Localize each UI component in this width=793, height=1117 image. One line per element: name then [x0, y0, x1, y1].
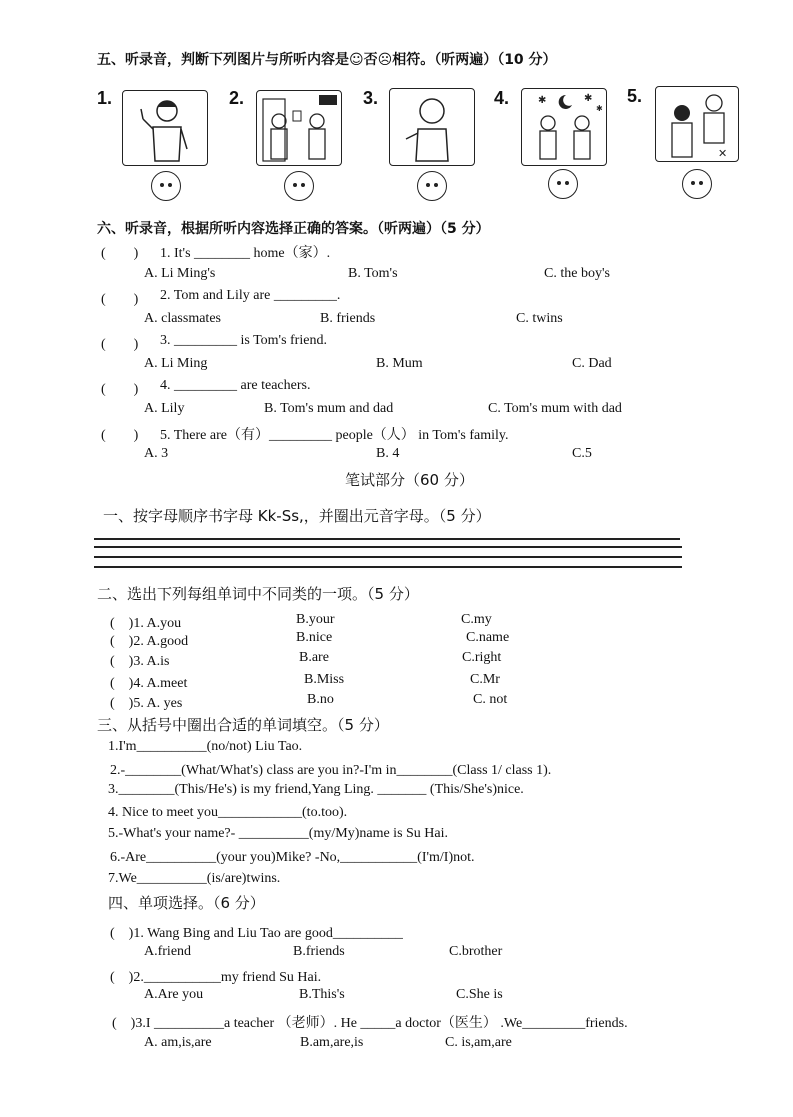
p4-q1-option-b: B.friends: [293, 944, 345, 959]
q1-option-b: B. Tom's: [348, 266, 398, 281]
answer-face-3[interactable]: [417, 171, 447, 201]
p2-row-4-b: B.Miss: [304, 672, 345, 687]
item-number-2: 2.: [229, 88, 245, 108]
svg-text:✱: ✱: [538, 95, 547, 106]
part-3-title: 三、从括号中圈出合适的单词填空。（5 分）: [97, 716, 389, 734]
section-5-title: 五、听录音，判断下列图片与所听内容是☺否☹相符。（听两遍）（10 分）: [97, 52, 557, 68]
p3-line-6: 6.-Are__________(your you)Mike? -No,___________(I'm/I)not.: [110, 850, 475, 865]
p2-row-1-c: C.my: [461, 612, 492, 627]
p4-question-3: ( )3.I __________a teacher （老师）. He _____a doctor（医生） .We_________friends.: [112, 1016, 628, 1031]
p3-line-1: 1.I'm__________(no/not) Liu Tao.: [108, 739, 303, 754]
q2-option-c: C. twins: [516, 311, 563, 326]
answer-face-4[interactable]: [548, 169, 578, 199]
p2-row-1-b: B.your: [296, 612, 335, 627]
p4-q2-option-c: C.She is: [456, 987, 503, 1002]
item-number-1: 1.: [97, 88, 113, 108]
q3-option-a: A. Li Ming: [144, 356, 208, 371]
question-4: 4. _________ are teachers.: [160, 378, 311, 393]
answer-paren-2[interactable]: ( ): [101, 292, 139, 307]
p4-question-2: ( )2.___________my friend Su Hai.: [110, 970, 322, 985]
part-2-title: 二、选出下列每组单词中不同类的一项。（5 分）: [97, 585, 419, 603]
svg-text:✕: ✕: [718, 148, 728, 160]
question-1: 1. It's ________ home（家）.: [160, 246, 331, 261]
p4-q1-option-c: C.brother: [449, 944, 503, 959]
answer-face-2[interactable]: [284, 171, 314, 201]
p3-line-5: 5.-What's your name?- __________(my/My)name is Su Hai.: [108, 826, 449, 841]
p3-line-3: 3.________(This/He's) is my friend,Yang Ling. _______ (This/She's)nice.: [108, 782, 524, 797]
answer-face-1[interactable]: [151, 171, 181, 201]
answer-paren-4[interactable]: ( ): [101, 382, 139, 397]
p4-q3-option-a: A. am,is,are: [144, 1035, 212, 1050]
q1-option-a: A. Li Ming's: [144, 266, 216, 281]
answer-paren-3[interactable]: ( ): [101, 337, 139, 352]
answer-paren-1[interactable]: ( ): [101, 246, 139, 261]
q4-option-a: A. Lily: [144, 401, 185, 416]
picture-boy-and-man: [655, 86, 739, 162]
picture-night-kids: [521, 88, 607, 166]
p3-line-7: 7.We__________(is/are)twins.: [108, 871, 281, 886]
q3-option-b: B. Mum: [376, 356, 423, 371]
p4-q2-option-a: A.Are you: [144, 987, 204, 1002]
boy-waving-icon: [123, 91, 207, 165]
p2-row-3-c: C.right: [462, 650, 502, 665]
picture-two-kids-classroom: [256, 90, 342, 166]
writing-line-3[interactable]: [94, 556, 682, 558]
boy-and-man-icon: [656, 87, 738, 161]
item-number-3: 3.: [363, 88, 379, 108]
part-4-title: 四、单项选择。（6 分）: [108, 894, 265, 912]
picture-girl-pointing: [389, 88, 475, 166]
q2-option-b: B. friends: [320, 311, 376, 326]
p2-row-2-b: B.nice: [296, 630, 333, 645]
section-6-title: 六、听录音，根据所听内容选择正确的答案。（听两遍）（5 分）: [97, 221, 490, 237]
p2-row-5-question: ( )5. A. yes: [110, 696, 183, 711]
question-3: 3. _________ is Tom's friend.: [160, 333, 327, 348]
classroom-kids-icon: [257, 91, 341, 165]
q2-option-a: A. classmates: [144, 311, 221, 326]
p2-row-2-c: C.name: [466, 630, 510, 645]
answer-face-5[interactable]: [682, 169, 712, 199]
item-number-5: 5.: [627, 86, 643, 106]
p2-row-5-c: C. not: [473, 692, 508, 707]
writing-line-4[interactable]: [94, 566, 682, 568]
picture-boy-waving: [122, 90, 208, 166]
p2-row-4-c: C.Mr: [470, 672, 500, 687]
q5-option-c: C.5: [572, 446, 592, 461]
q4-option-c: C. Tom's mum with dad: [488, 401, 622, 416]
p2-row-2-question: ( )2. A.good: [110, 634, 189, 649]
writing-line-1[interactable]: [94, 538, 680, 540]
p2-row-3-question: ( )3. A.is: [110, 654, 170, 669]
question-2: 2. Tom and Lily are _________.: [160, 288, 341, 303]
q5-option-b: B. 4: [376, 446, 400, 461]
q1-option-c: C. the boy's: [544, 266, 610, 281]
answer-paren-5[interactable]: ( ): [101, 428, 139, 443]
p4-q2-option-b: B.This's: [299, 987, 345, 1002]
p3-line-2: 2.-________(What/What's) class are you in?-I'm in________(Class 1/ class 1).: [110, 763, 552, 778]
p4-q3-option-b: B.am,are,is: [300, 1035, 364, 1050]
p2-row-5-b: B.no: [307, 692, 334, 707]
item-number-4: 4.: [494, 88, 510, 108]
written-part-title: 笔试部分（60 分）: [345, 471, 474, 489]
girl-pointing-icon: [390, 89, 474, 165]
p2-row-4-question: ( )4. A.meet: [110, 676, 188, 691]
p2-row-1-question: ( )1. A.you: [110, 616, 182, 631]
question-5: 5. There are（有）_________ people（人） in Tom's family.: [160, 428, 509, 443]
night-moon-stars-icon: [522, 89, 606, 165]
p3-line-4: 4. Nice to meet you____________(to.too).: [108, 805, 348, 820]
p2-row-3-b: B.are: [299, 650, 329, 665]
p4-q3-option-c: C. is,am,are: [445, 1035, 512, 1050]
part-1-title: 一、按字母顺序书字母 Kk-Ss,，并圈出元音字母。（5 分）: [103, 507, 491, 525]
q4-option-b: B. Tom's mum and dad: [264, 401, 394, 416]
p4-question-1: ( )1. Wang Bing and Liu Tao are good__________: [110, 926, 403, 941]
q5-option-a: A. 3: [144, 446, 169, 461]
p4-q1-option-a: A.friend: [144, 944, 192, 959]
writing-line-2[interactable]: [94, 546, 682, 548]
svg-text:✱: ✱: [596, 104, 603, 113]
q3-option-c: C. Dad: [572, 356, 612, 371]
svg-text:✱: ✱: [584, 93, 593, 104]
